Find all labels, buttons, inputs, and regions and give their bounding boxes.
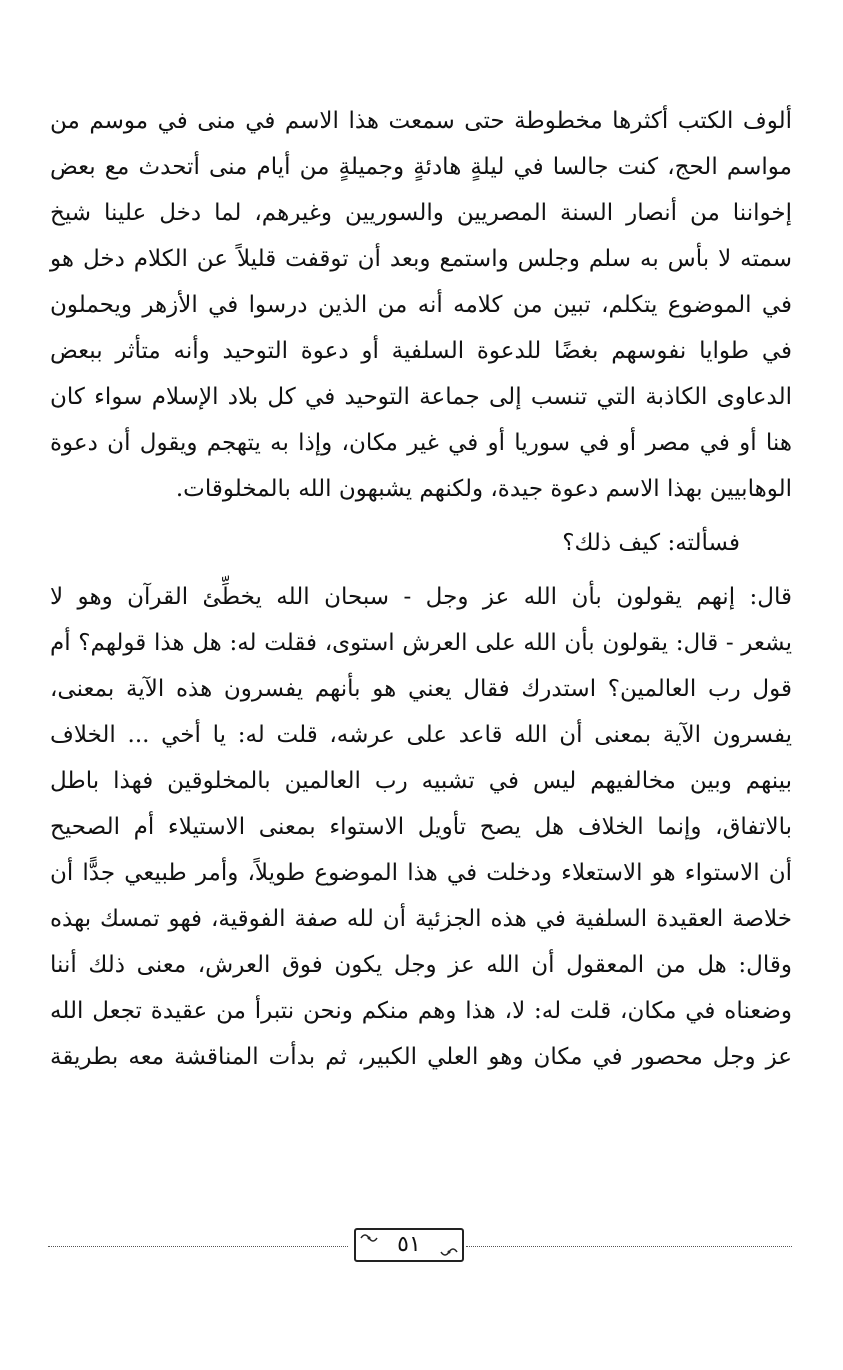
text-line: قول رب العالمين؟ استدرك فقال يعني هو بأنهم يفسرون هذه الآية بمعنى،: [50, 676, 792, 702]
text-line: عز وجل محصور في مكان وهو العلي الكبير، ثم بدأت المناقشة معه بطريقة: [50, 1044, 792, 1070]
text-line: إخواننا من أنصار السنة المصريين والسوريين وغيرهم، لما دخل علينا شيخ: [50, 200, 792, 226]
text-line: بالاتفاق، وإنما الخلاف هل يصح تأويل الاستواء بمعنى الاستيلاء أم الصحيح: [50, 814, 792, 840]
paragraph-2: [50, 520, 792, 566]
page-number-frame: [354, 1228, 464, 1262]
text-line: في الموضوع يتكلم، تبين من كلامه أنه من الذين درسوا في الأزهر ويحملون: [50, 292, 792, 318]
text-line: فسألته: كيف ذلك؟: [562, 530, 740, 556]
text-line: الوهابيين بهذا الاسم دعوة جيدة، ولكنهم يشبهون الله بالمخلوقات.: [175, 476, 792, 502]
paragraph-3: [50, 574, 792, 1080]
text-line: خلاصة العقيدة السلفية في هذه الجزئية أن لله صفة الفوقية، فهو تمسك بهذه: [50, 906, 792, 932]
text-line: وقال: هل من المعقول أن الله عز وجل يكون فوق العرش، معنى ذلك أننا: [50, 952, 792, 978]
footer-rule-right: [466, 1246, 792, 1247]
text-line: سمته لا بأس به سلم وجلس واستمع وبعد أن توقفت قليلاً عن الكلام دخل هو: [50, 246, 792, 272]
page-number: ٥١: [397, 1232, 421, 1257]
text-line: بينهم وبين مخالفيهم ليس في تشبيه رب العالمين بالمخلوقين فهذا باطل: [50, 768, 792, 794]
text-line: يشعر - قال: يقولون بأن الله على العرش استوى، فقلت له: هل هذا قولهم؟ أم: [50, 630, 792, 656]
ornament-icon: [360, 1232, 378, 1244]
page-footer: [48, 1228, 792, 1268]
text-line: قال: إنهم يقولون بأن الله عز وجل - سبحان الله يخطِّئ القرآن وهو لا: [50, 584, 792, 610]
text-line: ألوف الكتب أكثرها مخطوطة حتى سمعت هذا الاسم في منى في موسم من: [50, 108, 792, 134]
footer-rule-left: [48, 1246, 348, 1247]
text-line: الدعاوى الكاذبة التي تنسب إلى جماعة التوحيد في كل بلاد الإسلام سواء كان: [50, 384, 792, 410]
body-text: [50, 98, 792, 1080]
text-line: مواسم الحج، كنت جالسا في ليلةٍ هادئةٍ وجميلةٍ من أيام منى أتحدث مع بعض: [50, 154, 792, 180]
paragraph-1: [50, 98, 792, 512]
text-line: يفسرون الآية بمعنى أن الله قاعد على عرشه، قلت له: يا أخي ... الخلاف: [50, 722, 792, 748]
text-line: وضعناه في مكان، قلت له: لا، هذا وهم منكم ونحن نتبرأ من عقيدة تجعل الله: [50, 998, 792, 1024]
text-line: في طوايا نفوسهم بغضًا للدعوة السلفية أو دعوة التوحيد وأنه متأثر ببعض: [50, 338, 792, 364]
text-line: هنا أو في مصر أو في سوريا أو في غير مكان، وإذا به يتهجم ويقول أن دعوة: [50, 430, 792, 456]
ornament-icon: [440, 1246, 458, 1258]
text-line: أن الاستواء هو الاستعلاء ودخلت في هذا الموضوع طويلاً، وأمر طبيعي جدًّا أن: [50, 860, 792, 886]
